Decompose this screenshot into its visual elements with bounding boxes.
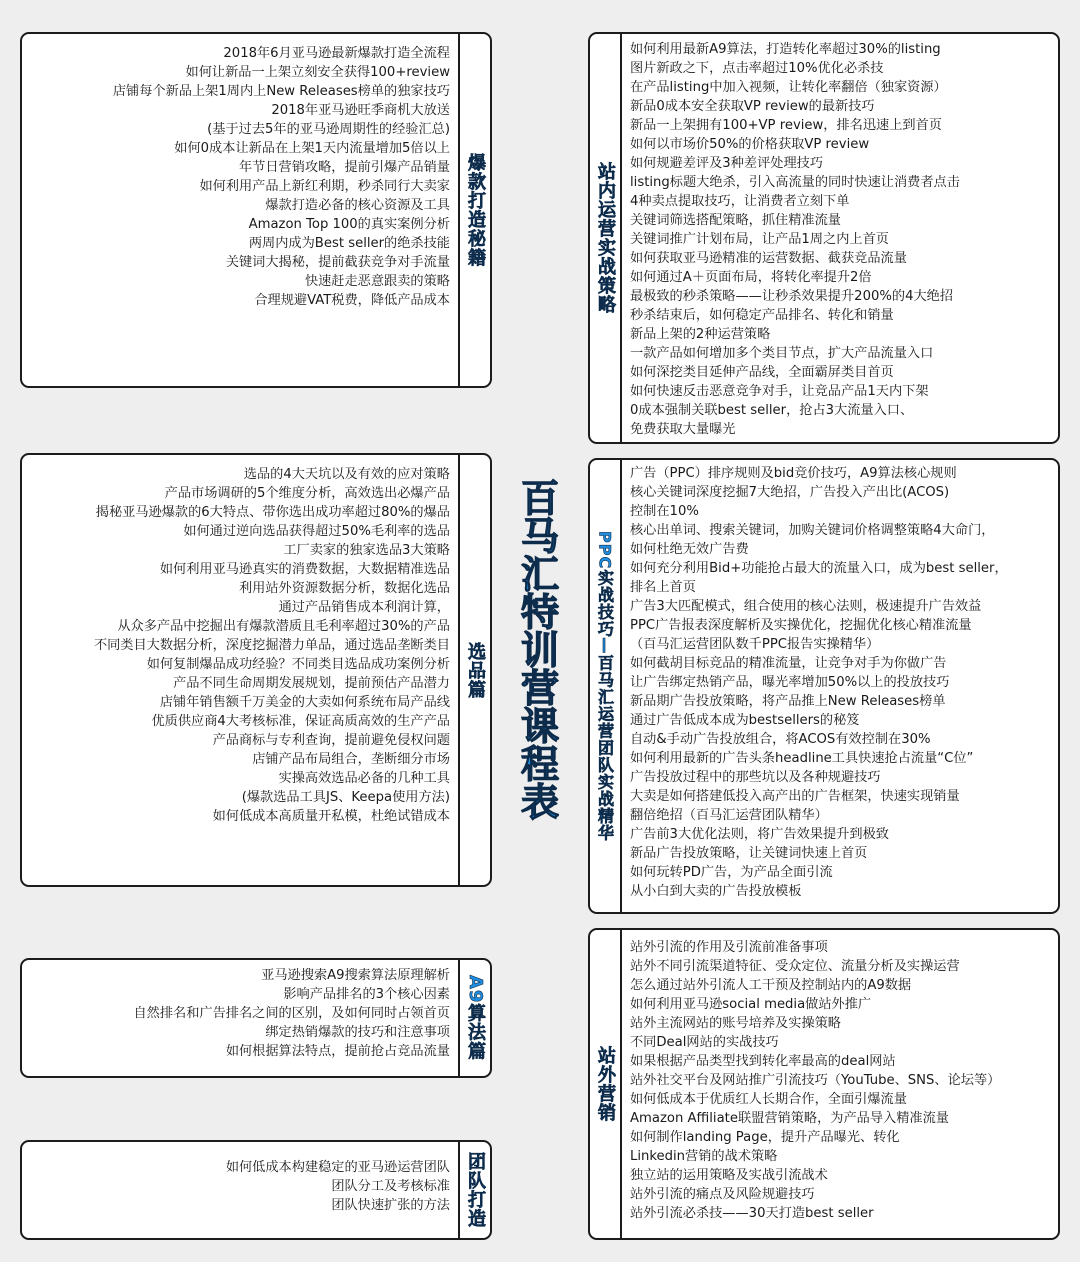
section-tab <box>590 460 622 912</box>
section-zhanwai <box>588 928 1060 1240</box>
list-item: 产品市场调研的5个维度分析，高效选出必爆产品 <box>164 486 450 501</box>
list-item: 影响产品排名的3个核心因素 <box>283 987 450 1002</box>
list-item: 如何复制爆品成功经验？不同类目选品成功案例分析 <box>146 657 450 672</box>
main-title-text: 百马汇特训营课程表 <box>514 478 559 820</box>
section-label: 站外营销 <box>595 1046 616 1122</box>
ppc-list <box>630 464 1052 901</box>
list-item: 核心出单词、搜索关键词，加购关键词价格调整策略4大命门， <box>630 523 995 538</box>
list-item: 如何充分利用Bid+功能抢占最大的流量入口，成为best seller， <box>630 561 1008 576</box>
list-item: 如何根据算法特点，提前抢占竞品流量 <box>225 1044 450 1059</box>
list-item: 如何让新品一上架立刻安全获得100+review <box>185 65 450 80</box>
list-item: 从众多产品中挖掘出有爆款潜质且毛利率超过30%的产品 <box>117 619 450 634</box>
list-item: 如何低成本于优质红人长期合作，全面引爆流量 <box>630 1092 907 1107</box>
list-item: 广告3大匹配模式，组合使用的核心法则，极速提升广告效益 <box>630 599 982 614</box>
list-item: 如何低成本高质量开私模，杜绝试错成本 <box>212 809 450 824</box>
section-tab <box>458 960 490 1076</box>
main-title <box>511 478 563 868</box>
list-item: 如何通过A＋页面布局，将转化率提升2倍 <box>630 270 872 285</box>
list-item: 如何利用亚马逊真实的消费数据，大数据精准选品 <box>159 562 450 577</box>
team-list <box>28 1158 450 1215</box>
list-item: 免费获取大量曝光 <box>630 422 736 437</box>
list-item: 如何利用亚马逊social media做站外推广 <box>630 997 872 1012</box>
list-item: 产品不同生命周期发展规划，提前预估产品潜力 <box>173 676 450 691</box>
list-item: 独立站的运用策略及实战引流战术 <box>630 1168 828 1183</box>
list-item: 两周内成为Best seller的绝杀技能 <box>248 236 450 251</box>
list-item: 关键词大揭秘，提前截获竞争对手流量 <box>225 255 450 270</box>
list-item: 不同Deal网站的实战技巧 <box>630 1035 779 1050</box>
list-item: 如何获取亚马逊精准的运营数据、截获竞品流量 <box>630 251 907 266</box>
list-item: 新品期广告投放策略，将产品推上New Releases榜单 <box>630 694 946 709</box>
list-item: 让广告绑定热销产品，曝光率增加50%以上的投放技巧 <box>630 675 950 690</box>
list-item: 核心关键词深度挖掘7大绝招，广告投入产出比(ACOS) <box>630 485 950 500</box>
section-label: 站内运营实战策略 <box>595 162 616 314</box>
section-ppc <box>588 458 1060 914</box>
section-label: A9算法篇 <box>465 975 486 1061</box>
list-item: 站外不同引流渠道特征、受众定位、流量分析及实操运营 <box>630 959 960 974</box>
section-zhannei <box>588 32 1060 444</box>
section-tab <box>458 455 490 885</box>
list-item: 如何截胡目标竞品的精准流量，让竞争对手为你做广告 <box>630 656 947 671</box>
zhannei-list <box>630 40 1052 439</box>
list-item: 在产品listing中加入视频，让转化率翻倍（独家资源） <box>630 80 947 95</box>
section-team <box>20 1140 492 1240</box>
list-item: listing标题大绝杀，引入高流量的同时快速让消费者点击 <box>630 175 960 190</box>
section-tab <box>458 1142 490 1238</box>
zhanwai-list <box>630 938 1052 1223</box>
list-item: 快速赶走恶意跟卖的策略 <box>304 274 450 289</box>
list-item: 产品商标与专利查询，提前避免侵权问题 <box>212 733 450 748</box>
list-item: Amazon Top 100的真实案例分析 <box>248 217 450 232</box>
list-item: 合理规避VAT税费，降低产品成本 <box>254 293 450 308</box>
list-item: 店铺每个新品上架1周内上New Releases榜单的独家技巧 <box>112 84 450 99</box>
list-item: （百马汇运营团队数千PPC报告实操精华） <box>630 637 880 652</box>
section-tab <box>458 34 490 386</box>
list-item: 选品的4大天坑以及有效的应对策略 <box>243 467 450 482</box>
list-item: 2018年亚马逊旺季商机大放送 <box>271 103 450 118</box>
list-item: 站外主流网站的账号培养及实操策略 <box>630 1016 841 1031</box>
list-item: 绑定热销爆款的技巧和注意事项 <box>265 1025 450 1040</box>
section-label: 团队打造 <box>465 1152 486 1228</box>
section-tab <box>590 34 622 442</box>
list-item: 团队快速扩张的方法 <box>331 1198 450 1213</box>
section-label: 爆款打造秘籍 <box>465 153 486 267</box>
list-item: 新品上架的2种运营策略 <box>630 327 771 342</box>
list-item: 如果根据产品类型找到转化率最高的deal网站 <box>630 1054 896 1069</box>
list-item: 关键词筛选搭配策略，抓住精准流量 <box>630 213 841 228</box>
xuanpin-list <box>28 465 450 826</box>
list-item: 不同类目大数据分析，深度挖掘潜力单品，通过选品垄断类目 <box>93 638 450 653</box>
list-item: 团队分工及考核标准 <box>331 1179 450 1194</box>
list-item: 如何利用最新的广告头条headline工具快速抢占流量“C位” <box>630 751 974 766</box>
list-item: 新品一上架拥有100+VP review，排名迅速上到首页 <box>630 118 942 133</box>
list-item: 秒杀结束后，如何稳定产品排名、转化和销量 <box>630 308 894 323</box>
list-item: 最极致的秒杀策略——让秒杀效果提升200%的4大绝招 <box>630 289 954 304</box>
list-item: 如何利用产品上新红利期，秒杀同行大卖家 <box>199 179 450 194</box>
list-item: 如何杜绝无效广告费 <box>630 542 749 557</box>
list-item: 2018年6月亚马逊最新爆款打造全流程 <box>223 46 450 61</box>
list-item: 自然排名和广告排名之间的区别，及如何同时占领首页 <box>133 1006 450 1021</box>
list-item: 利用站外资源数据分析，数据化选品 <box>239 581 450 596</box>
baokuan-list <box>28 44 450 310</box>
list-item: 自动&手动广告投放组合，将ACOS有效控制在30% <box>630 732 931 747</box>
list-item: 关键词推广计划布局，让产品1周之内上首页 <box>630 232 889 247</box>
list-item: 如何玩转PD广告，为产品全面引流 <box>630 865 833 880</box>
list-item: 4种卖点提取技巧，让消费者立刻下单 <box>630 194 850 209</box>
list-item: 通过产品销售成本利润计算， <box>278 600 450 615</box>
list-item: 如何0成本让新品在上架1天内流量增加5倍以上 <box>174 141 450 156</box>
list-item: 如何深挖类目延伸产品线，全面霸屏类目首页 <box>630 365 894 380</box>
list-item: PPC广告报表深度解析及实操优化，挖掘优化核心精准流量 <box>630 618 972 633</box>
section-a9 <box>20 958 492 1078</box>
list-item: 图片新政之下，点击率超过10%优化必杀技 <box>630 61 884 76</box>
list-item: 爆款打造必备的核心资源及工具 <box>265 198 450 213</box>
list-item: Amazon Affiliate联盟营销策略，为产品导入精准流量 <box>630 1111 949 1126</box>
section-label: 选品篇 <box>465 641 486 699</box>
list-item: 如何制作landing Page，提升产品曝光、转化 <box>630 1130 900 1145</box>
list-item: 新品广告投放策略，让关键词快速上首页 <box>630 846 868 861</box>
list-item: 翻倍绝招（百马汇运营团队精华） <box>630 808 828 823</box>
list-item: 新品0成本安全获取VP review的最新技巧 <box>630 99 875 114</box>
list-item: 大卖是如何搭建低投入高产出的广告框架，快速实现销量 <box>630 789 960 804</box>
list-item: 店铺年销售额千万美金的大卖如何系统布局产品线 <box>159 695 450 710</box>
list-item: 优质供应商4大考核标准，保证高质高效的生产产品 <box>151 714 450 729</box>
list-item: 从小白到大卖的广告投放模板 <box>630 884 802 899</box>
list-item: 工厂卖家的独家选品3大策略 <box>283 543 450 558</box>
section-xuanpin <box>20 453 492 887</box>
list-item: 实操高效选品必备的几种工具 <box>278 771 450 786</box>
list-item: 年节日营销攻略，提前引爆产品销量 <box>239 160 450 175</box>
list-item: 控制在10% <box>630 504 699 519</box>
list-item: 亚马逊搜索A9搜索算法原理解析 <box>261 968 450 983</box>
list-item: 广告投放过程中的那些坑以及各种规避技巧 <box>630 770 881 785</box>
list-item: 站外引流的痛点及风险规避技巧 <box>630 1187 815 1202</box>
list-item: 广告（PPC）排序规则及bid竞价技巧，A9算法核心规则 <box>630 466 957 481</box>
list-item: 站外引流必杀技——30天打造best seller <box>630 1206 874 1221</box>
list-item: 如何快速反击恶意竞争对手，让竞品产品1天内下架 <box>630 384 929 399</box>
list-item: (爆款选品工具JS、Keepa使用方法) <box>241 790 450 805</box>
list-item: 站外社交平台及网站推广引流技巧（YouTube、SNS、论坛等） <box>630 1073 1001 1088</box>
list-item: 排名上首页 <box>630 580 696 595</box>
section-tab <box>590 930 622 1238</box>
list-item: 广告前3大优化法则，将广告效果提升到极致 <box>630 827 889 842</box>
list-item: 站外引流的作用及引流前准备事项 <box>630 940 828 955</box>
list-item: 0成本强制关联best seller，抢占3大流量入口、 <box>630 403 914 418</box>
list-item: 如何通过逆向选品获得超过50%毛利率的选品 <box>183 524 450 539</box>
a9-list <box>28 966 450 1061</box>
list-item: Linkedin营销的战术策略 <box>630 1149 778 1164</box>
list-item: 店铺产品布局组合，垄断细分市场 <box>252 752 450 767</box>
list-item: 如何低成本构建稳定的亚马逊运营团队 <box>225 1160 450 1175</box>
list-item: 如何以市场价50%的价格获取VP review <box>630 137 870 152</box>
list-item: 怎么通过站外引流人工干预及控制站内的A9数据 <box>630 978 912 993</box>
list-item: 通过广告低成本成为bestsellers的秘笈 <box>630 713 860 728</box>
section-label: PPC实战技巧—百马汇运营团队实战精华 <box>595 530 615 842</box>
list-item: 如何利用最新A9算法，打造转化率超过30%的listing <box>630 42 941 57</box>
list-item: (基于过去5年的亚马逊周期性的经验汇总) <box>207 122 450 137</box>
section-baokuan <box>20 32 492 388</box>
list-item: 揭秘亚马逊爆款的6大特点、带你选出成功率超过80%的爆品 <box>95 505 450 520</box>
list-item: 如何规避差评及3种差评处理技巧 <box>630 156 824 171</box>
list-item: 一款产品如何增加多个类目节点，扩大产品流量入口 <box>630 346 934 361</box>
